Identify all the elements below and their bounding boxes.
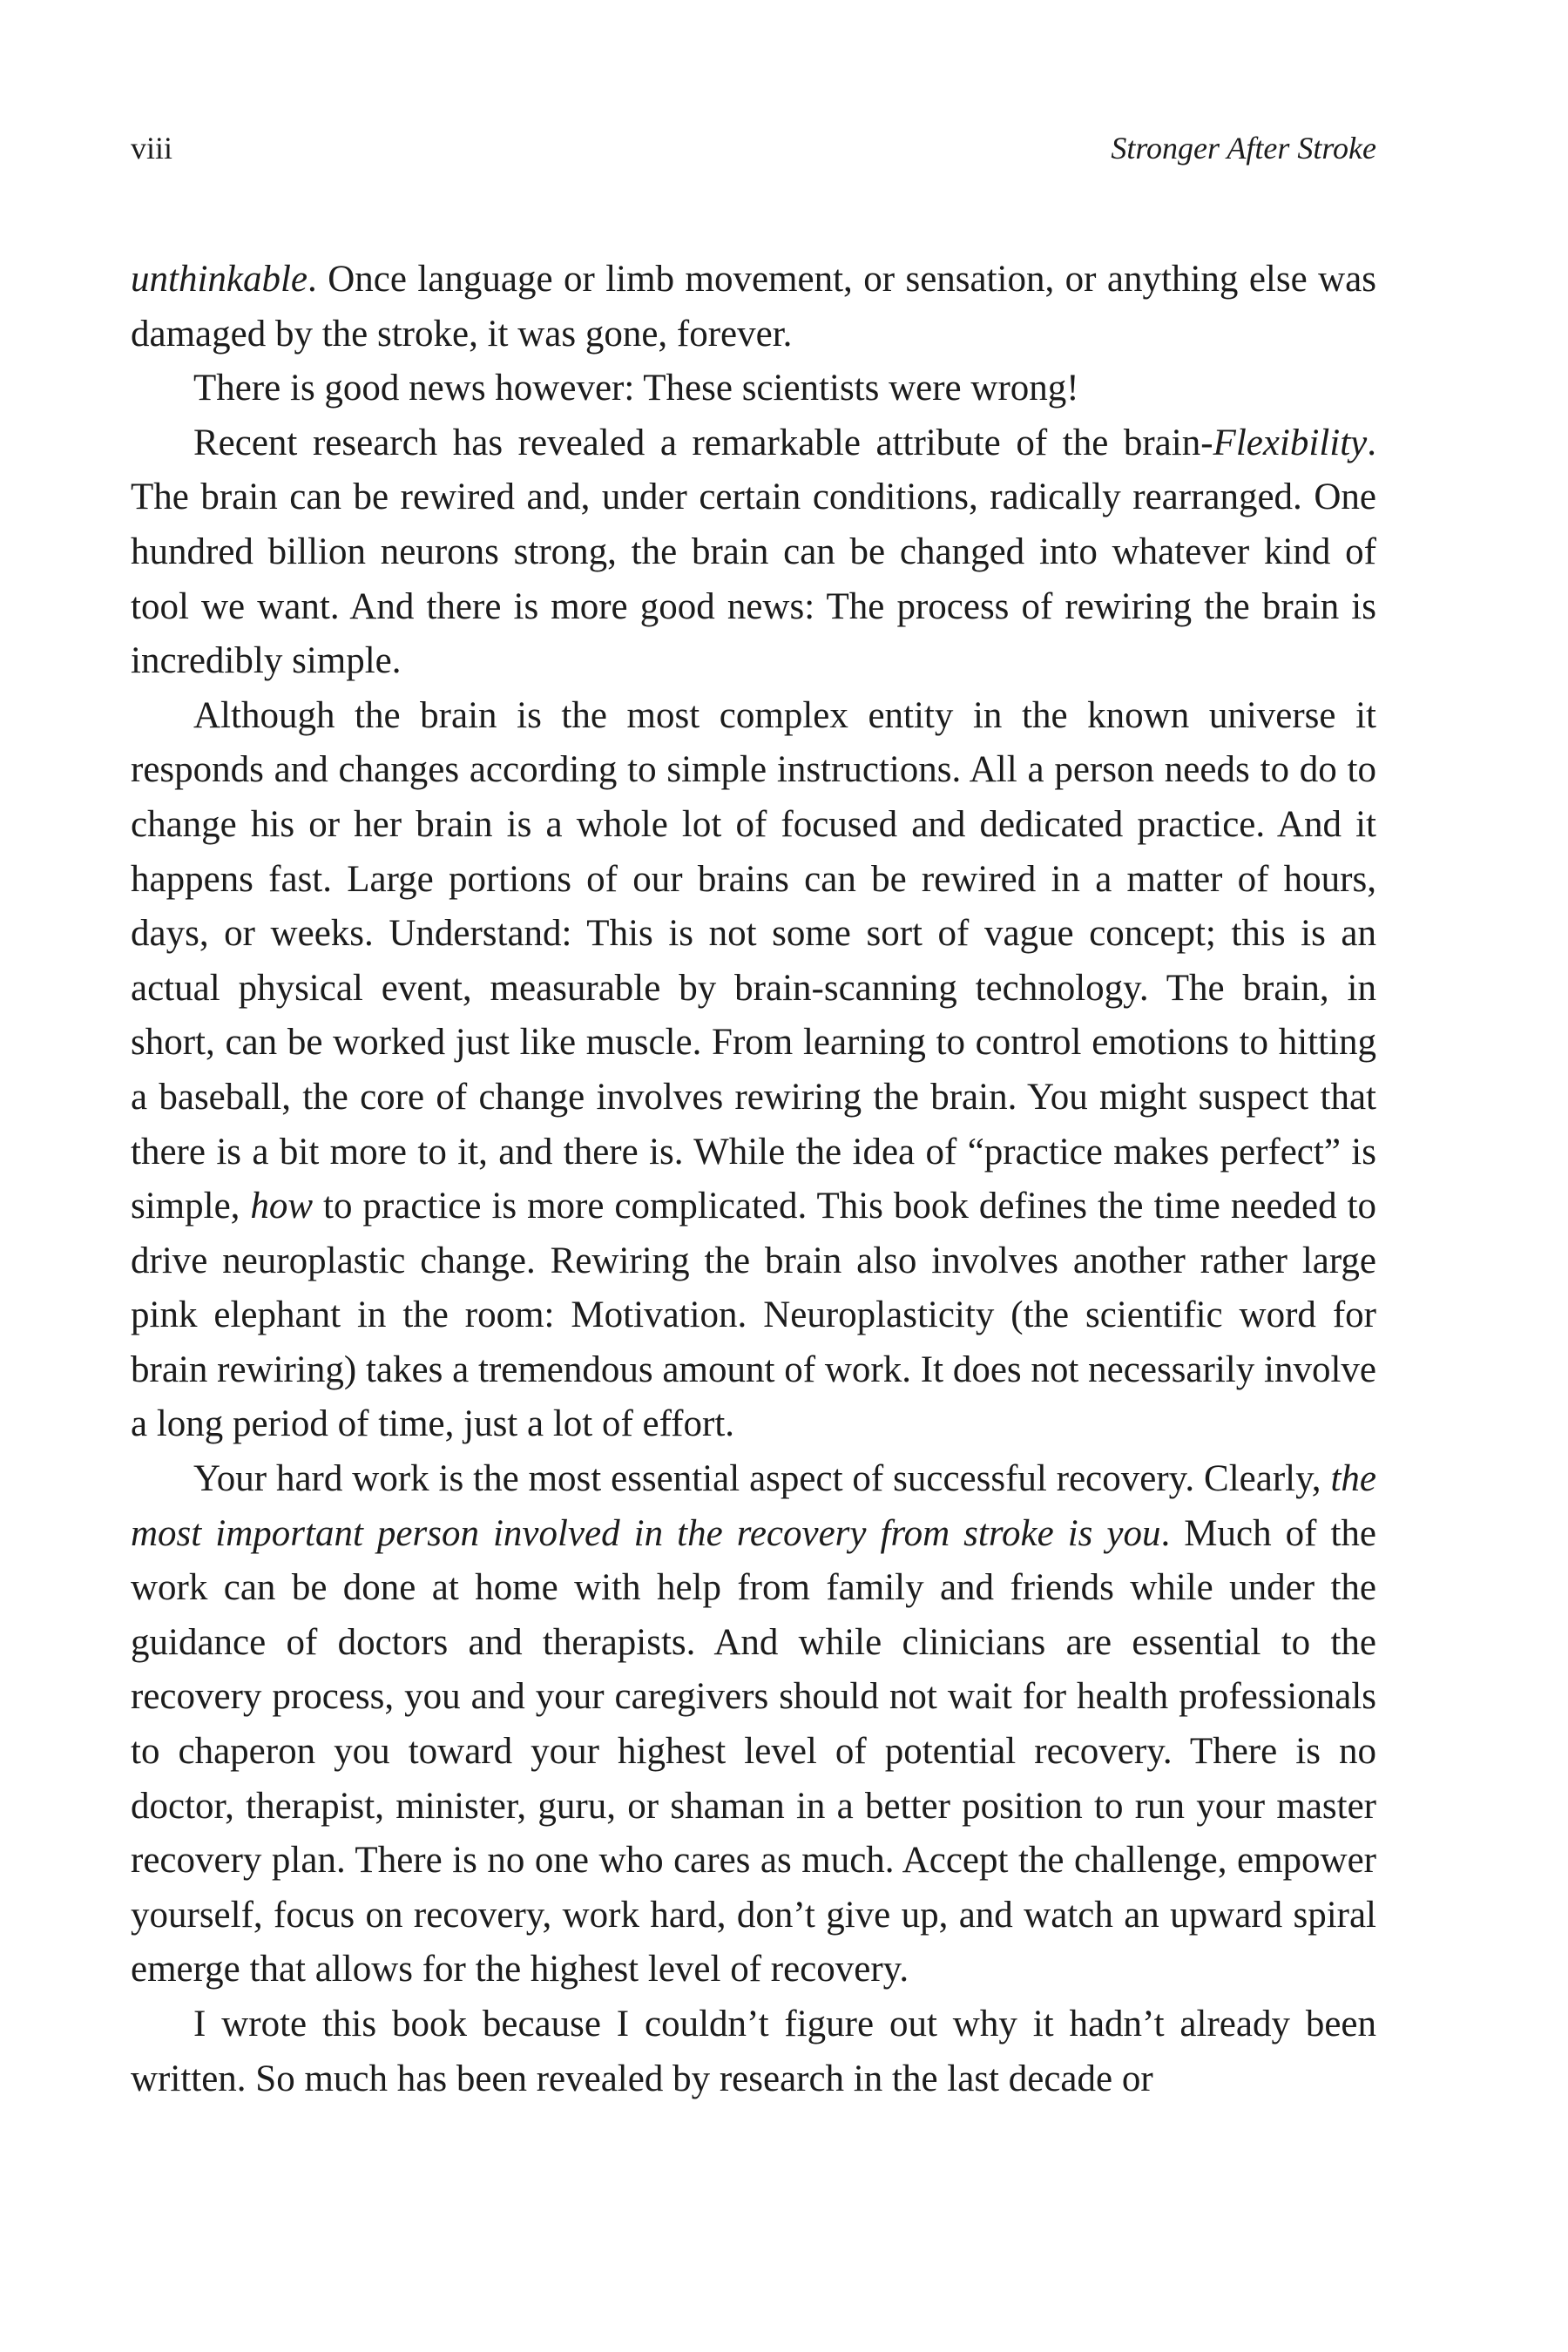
paragraph-3-italic: Flexibility — [1213, 422, 1368, 463]
paragraph-6 — [131, 1997, 1376, 2106]
paragraph-1-text: . Once language or limb movement, or sensation, or anything else was damaged by the stroke, it was gone, forever. — [131, 259, 1376, 355]
page-number: viii — [131, 131, 173, 166]
paragraph-4-text-before: Although the brain is the most complex entity in the known universe it responds and changes according to simple instructions. All a person needs to do to change his or her brain is a whole lot of focused and dedicated practice. And it happens fast. Large portions of our brains can be rewired in a matter of hours, days, or weeks. Understand: This is not some sort of vague concept; this is an actual physical event, measurable by brain-scanning technology. The brain, in short, can be worked just like muscle. From learning to control emotions to hitting a baseball, the core of change involves rewiring the brain. You might suspect that there is a bit more to it, and there is. While the idea of “practice makes perfect” is simple, — [131, 694, 1376, 1227]
paragraph-1-italic-lead: unthinkable — [131, 259, 308, 300]
paragraph-3 — [131, 416, 1376, 689]
paragraph-4 — [131, 689, 1376, 1452]
paragraph-6-text: I wrote this book because I couldn’t figure out why it hadn’t already been written. So much has been revealed by research in the last decade or — [131, 2004, 1376, 2099]
body-text — [131, 253, 1376, 2106]
paragraph-5-text-after: . Much of the work can be done at home with help from family and friends while under the guidance of doctors and therapists. And while clinicians are essential to the recovery process, you and your caregivers should not wait for health professionals to chaperon you toward your highest level of potential recovery. There is no doctor, therapist, minister, guru, or shaman in a better position to run your master recovery plan. There is no one who cares as much. Accept the challenge, empower yourself, focus on recovery, work hard, don’t give up, and watch an upward spiral emerge that allows for the highest level of recovery. — [131, 1512, 1376, 1990]
book-title: Stronger After Stroke — [1111, 131, 1376, 166]
paragraph-3-text-after: . The brain can be rewired and, under certain conditions, radically rearranged. One hundred billion neurons strong, the brain can be changed into whatever kind of tool we want. And there is more good news: The process of rewiring the brain is incredibly simple. — [131, 422, 1376, 682]
paragraph-4-italic: how — [250, 1186, 314, 1227]
paragraph-5 — [131, 1452, 1376, 1997]
paragraph-4-text-after: to practice is more complicated. This book defines the time needed to drive neuroplastic change. Rewiring the brain also involves another rather large pink elephant in the room: Motivation. Neuroplasticity (the scientific word for brain rewiring) takes a tremendous amount of work. It does not necessarily involve a long period of time, just a lot of effort. — [131, 1186, 1376, 1445]
paragraph-2-text: There is good news however: These scientists were wrong! — [193, 368, 1079, 409]
paragraph-2 — [131, 362, 1376, 416]
running-header — [131, 122, 1376, 174]
paragraph-5-italic: the most important person involved in the recovery from stroke is you — [131, 1458, 1376, 1554]
paragraph-1 — [131, 253, 1376, 362]
paragraph-3-text-before: Recent research has revealed a remarkable attribute of the brain- — [193, 422, 1213, 463]
paragraph-5-text-before: Your hard work is the most essential aspect of successful recovery. Clearly, — [193, 1458, 1331, 1500]
